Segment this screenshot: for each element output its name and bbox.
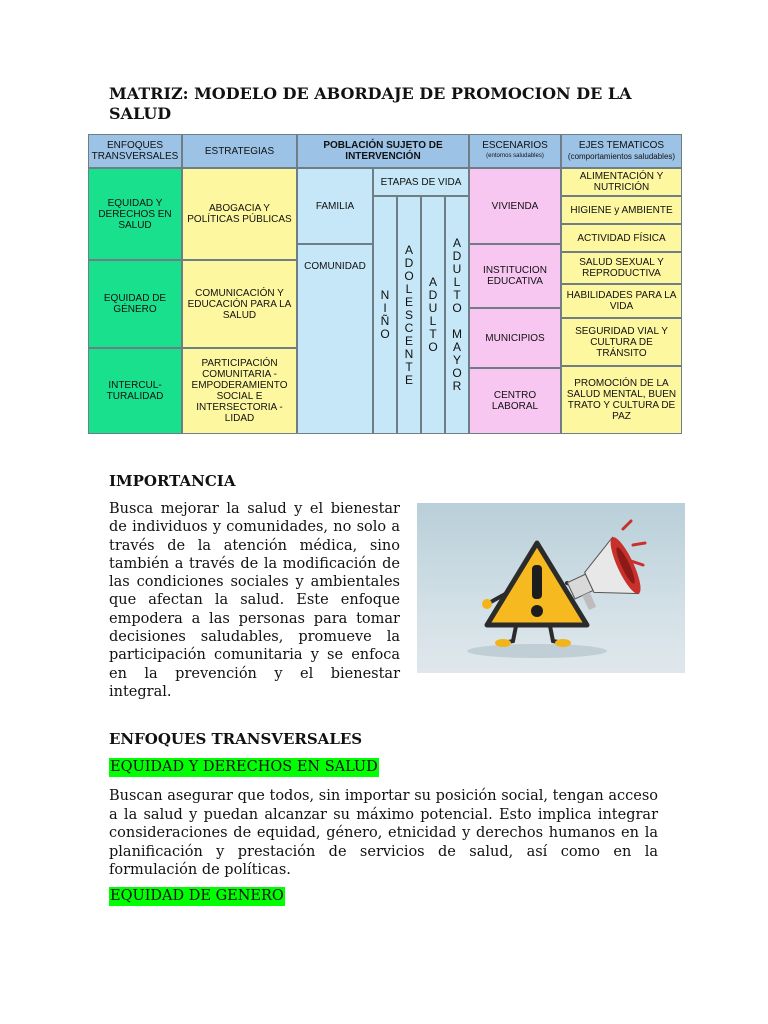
header-escenarios-sub: (entornos saludables) — [486, 153, 544, 159]
etapa-label — [428, 276, 437, 354]
poblacion-comunidad: COMUNIDAD — [297, 244, 373, 434]
estrategia-comunicacion: COMUNICACIÓN Y EDUCACIÓN PARA LA SALUD — [182, 260, 297, 348]
warning-sign-icon — [417, 503, 685, 673]
subheading-equidad-derechos: EQUIDAD Y DERECHOS EN SALUD — [110, 759, 378, 775]
header-ejes — [561, 134, 682, 168]
header-enfoques: ENFOQUES TRANSVERSALES — [88, 134, 182, 168]
etapa-letter: A — [452, 236, 461, 250]
enfoque-equidad-derechos: EQUIDAD Y DERECHOS EN SALUD — [88, 168, 182, 260]
escenario-institucion: INSTITUCION EDUCATIVA — [469, 244, 561, 308]
etapa-letter: Ñ — [380, 314, 390, 328]
etapa-letter: E — [404, 294, 413, 309]
poblacion-etapas: ETAPAS DE VIDA — [373, 168, 469, 196]
escenario-centro-laboral: CENTRO LABORAL — [469, 368, 561, 434]
warning-megaphone-illustration — [417, 503, 685, 673]
etapa-letter: S — [404, 307, 413, 322]
etapa-letter: D — [404, 255, 414, 270]
etapa-adulto-mayor — [445, 196, 469, 434]
etapa-letter: R — [452, 379, 462, 393]
etapa-letter: A — [428, 275, 437, 289]
eje-higiene: HIGIENE y AMBIENTE — [561, 196, 682, 224]
etapa-letter: T — [405, 359, 413, 374]
etapa-label — [404, 244, 413, 387]
section-heading-importancia: IMPORTANCIA — [109, 472, 236, 490]
etapa-letter: N — [404, 346, 414, 361]
etapa-letter: T — [453, 288, 461, 302]
header-estrategias: ESTRATEGIAS — [182, 134, 297, 168]
subheading-equidad-genero: EQUIDAD DE GENERO — [110, 888, 284, 904]
etapa-letter: U — [428, 301, 438, 315]
eje-actividad-fisica: ACTIVIDAD FÍSICA — [561, 224, 682, 252]
header-poblacion: POBLACIÓN SUJETO DE INTERVENCIÓN — [297, 134, 469, 168]
estrategia-abogacia: ABOGACIA Y POLÍTICAS PÚBLICAS — [182, 168, 297, 260]
poblacion-familia: FAMILIA — [297, 168, 373, 244]
etapa-letter: A — [452, 340, 461, 354]
etapa-letter: I — [383, 301, 387, 315]
etapa-label — [380, 289, 389, 341]
importancia-paragraph: Busca mejorar la salud y el bienestar de individuos y comunidades, no solo a través de la atención médica, sino también a través de la modificación de las condiciones sociales y ambientales que afectan la salud. Este enfoque empodera a las personas para tomar decisiones saludables, promueve la participación comunitaria y se enfoca en la prevención y el bienestar integral. — [109, 501, 400, 700]
etapa-letter: L — [453, 275, 461, 289]
etapa-letter: C — [404, 320, 414, 335]
eje-habilidades: HABILIDADES PARA LA VIDA — [561, 284, 682, 318]
etapa-letter: O — [404, 268, 414, 283]
header-ejes-label: EJES TEMATICOS — [578, 140, 665, 151]
etapa-letter: O — [452, 366, 462, 380]
equidad-derechos-paragraph: Buscan asegurar que todos, sin importar su posición social, tengan acceso a la salud y puedan alcanzar su máximo potencial. Esto implica integrar consideraciones de equidad, género, etnicidad y derechos humanos en la planificación y prestación de servicios de salud, así como en la formulación de políticas. — [109, 788, 658, 878]
etapa-letter: A — [404, 242, 413, 257]
section-heading-enfoques: ENFOQUES TRANSVERSALES — [109, 730, 363, 748]
enfoque-interculturalidad: INTERCUL- TURALIDAD — [88, 348, 182, 434]
etapa-letter: E — [404, 372, 413, 387]
escenario-municipios: MUNICIPIOS — [469, 308, 561, 368]
etapa-letter: Y — [452, 353, 461, 367]
etapa-letter: D — [452, 249, 462, 263]
page-title: MATRIZ: MODELO DE ABORDAJE DE PROMOCION DE LA SALUD — [109, 84, 632, 123]
etapa-letter: O — [452, 301, 462, 315]
escenario-vivienda: VIVIENDA — [469, 168, 561, 244]
eje-salud-sexual: SALUD SEXUAL Y REPRODUCTIVA — [561, 252, 682, 284]
header-escenarios — [469, 134, 561, 168]
etapa-letter: U — [452, 262, 462, 276]
eje-salud-mental: PROMOCIÓN DE LA SALUD MENTAL, BUEN TRATO Y CULTURA DE PAZ — [561, 366, 682, 434]
etapa-adulto — [421, 196, 445, 434]
etapa-letter: L — [429, 314, 437, 328]
header-escenarios-label: ESCENARIOS — [482, 140, 548, 151]
etapa-letter: M — [452, 327, 462, 341]
etapa-letter: E — [404, 333, 413, 348]
etapa-letter: O — [428, 340, 438, 354]
etapa-letter: T — [429, 327, 437, 341]
etapa-label — [452, 237, 462, 393]
etapa-letter: D — [428, 288, 438, 302]
etapa-nino — [373, 196, 397, 434]
enfoque-equidad-genero: EQUIDAD DE GÉNERO — [88, 260, 182, 348]
header-ejes-sub: (comportamientos saludables) — [567, 152, 676, 161]
estrategia-participacion: PARTICIPACIÓN COMUNITARIA - EMPODERAMIENTO SOCIAL E INTERSECTORIA - LIDAD — [182, 348, 297, 434]
eje-seguridad-vial: SEGURIDAD VIAL Y CULTURA DE TRÁNSITO — [561, 318, 682, 366]
etapa-letter: N — [380, 288, 390, 302]
etapa-letter: O — [380, 327, 390, 341]
etapa-adolescente — [397, 196, 421, 434]
matrix-table — [88, 134, 682, 434]
etapa-letter: L — [405, 281, 413, 296]
eje-alimentacion: ALIMENTACIÓN Y NUTRICIÓN — [561, 168, 682, 196]
